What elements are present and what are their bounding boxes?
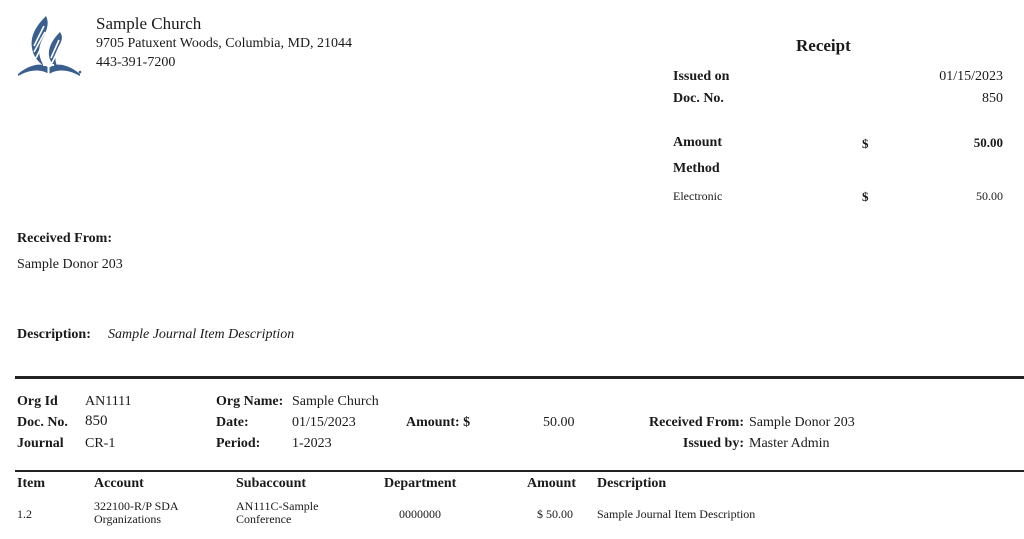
org-name-label: Org Name: [216, 394, 284, 409]
receipt-title: Receipt [796, 36, 851, 55]
col-header-department: Department [384, 476, 457, 491]
description-value: Sample Journal Item Description [108, 327, 295, 342]
method-value: Electronic [673, 189, 723, 203]
cell-department: 0000000 [399, 507, 441, 521]
amount-currency: $ [862, 136, 869, 151]
summary-amount-label: Amount: $ [406, 415, 471, 430]
org-name: Sample Church [96, 14, 202, 33]
org-id-value: AN1111 [85, 394, 132, 409]
summary-received-from-label: Received From: [649, 415, 744, 430]
sda-church-logo-icon [16, 12, 82, 80]
cell-subaccount-line1: AN111C-Sample [236, 499, 319, 513]
org-id-label: Org Id [17, 394, 58, 409]
date-value: 01/15/2023 [292, 415, 356, 430]
received-from-value: Sample Donor 203 [17, 257, 123, 272]
org-address: 9705 Patuxent Woods, Columbia, MD, 21044 [96, 36, 353, 51]
col-header-account: Account [94, 476, 144, 491]
amount-label: Amount [673, 135, 723, 150]
doc-no-value: 850 [982, 91, 1003, 106]
description-label: Description: [17, 327, 91, 342]
summary-doc-no-label: Doc. No. [17, 415, 68, 430]
cell-item: 1.2 [17, 507, 32, 521]
col-header-subaccount: Subaccount [236, 476, 307, 491]
org-phone: 443-391-7200 [96, 55, 176, 70]
issued-on-label: Issued on [673, 69, 730, 84]
cell-description: Sample Journal Item Description [597, 507, 756, 521]
summary-amount-value: 50.00 [543, 415, 575, 430]
table-divider [15, 470, 1024, 472]
cell-amount: $ 50.00 [537, 507, 573, 521]
method-label: Method [673, 161, 720, 176]
summary-received-from-value: Sample Donor 203 [749, 415, 855, 430]
col-header-amount: Amount [527, 476, 577, 491]
period-label: Period: [216, 436, 261, 451]
amount-value: 50.00 [973, 135, 1003, 150]
received-from-label: Received From: [17, 231, 112, 246]
journal-value: CR-1 [85, 436, 116, 451]
method-amount: 50.00 [976, 189, 1003, 203]
cell-account-line2: Organizations [94, 512, 162, 526]
method-currency: $ [862, 189, 869, 204]
summary-doc-no-value: 850 [85, 413, 108, 429]
journal-label: Journal [17, 436, 64, 451]
cell-subaccount-line2: Conference [236, 512, 292, 526]
org-name-value: Sample Church [292, 394, 379, 409]
issued-by-value: Master Admin [749, 436, 830, 451]
divider [15, 376, 1024, 379]
issued-by-label: Issued by: [682, 436, 744, 451]
col-header-item: Item [17, 476, 45, 491]
issued-on-value: 01/15/2023 [939, 69, 1003, 84]
cell-account-line1: 322100-R/P SDA [94, 499, 179, 513]
period-value: 1-2023 [292, 436, 332, 451]
col-header-description: Description [597, 476, 667, 491]
date-label: Date: [216, 415, 249, 430]
doc-no-label: Doc. No. [673, 91, 724, 106]
